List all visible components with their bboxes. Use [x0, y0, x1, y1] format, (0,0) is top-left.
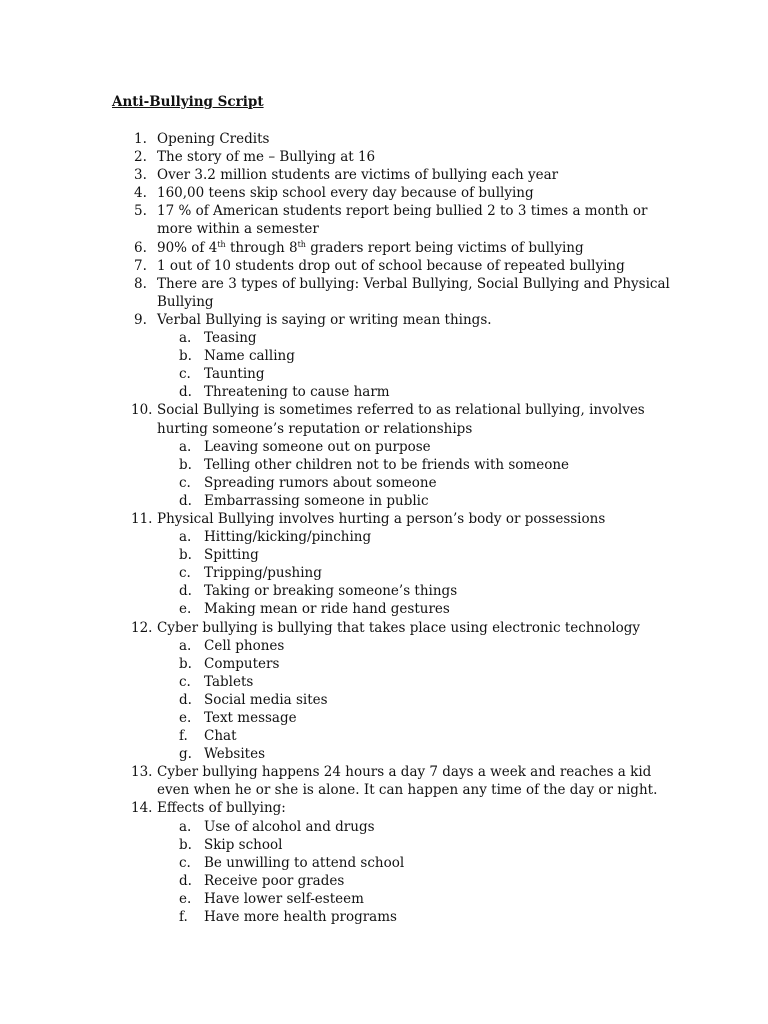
item-number: 8.	[134, 275, 147, 292]
sub-item-letter: b.	[179, 348, 192, 365]
sub-item-text: Websites	[204, 746, 265, 763]
sub-item-text: Text message	[204, 710, 297, 726]
sub-item-text: Leaving someone out on purpose	[204, 438, 431, 455]
sub-item-letter: e.	[179, 890, 192, 907]
sub-item	[112, 818, 672, 836]
sub-item	[112, 673, 672, 691]
sub-item-letter: c.	[179, 854, 191, 871]
item-text: Effects of bullying:	[157, 800, 286, 817]
sub-item-text: Taking or breaking someone’s things	[204, 583, 458, 600]
document-title: Anti-Bullying Script	[112, 94, 264, 110]
item-number: 12.	[131, 619, 153, 636]
item-number: 5.	[134, 203, 147, 220]
list-item	[112, 130, 672, 148]
sub-item-text: Receive poor grades	[204, 872, 345, 889]
item-text: Opening Credits	[157, 131, 270, 147]
sub-item	[112, 564, 672, 582]
sub-item-letter: a.	[179, 818, 192, 835]
item-text	[157, 239, 672, 257]
sub-item	[112, 438, 672, 456]
sub-item-letter: f.	[179, 728, 188, 745]
sub-item	[112, 836, 672, 854]
item-number: 4.	[134, 185, 147, 202]
sub-item	[112, 347, 672, 365]
sub-item-text: Be unwilling to attend school	[204, 854, 405, 871]
sub-item	[112, 637, 672, 655]
sub-item-letter: b.	[179, 836, 192, 853]
sub-item-letter: c.	[179, 474, 191, 491]
sub-item-text: Teasing	[204, 330, 257, 347]
item-text-part: through 8	[225, 239, 298, 256]
list-item	[112, 166, 672, 184]
sub-item-letter: c.	[179, 673, 191, 690]
sub-item-text: Have more health programs	[204, 909, 397, 926]
item-text: 17 % of American students report being bullied 2 to 3 times a month or more within a semester	[157, 203, 648, 238]
sub-item-text: Tripping/pushing	[204, 565, 322, 582]
sub-item	[112, 655, 672, 673]
list-item	[112, 148, 672, 166]
item-number: 2.	[134, 149, 147, 166]
list-item	[112, 202, 672, 238]
sub-item-letter: c.	[179, 366, 191, 383]
sub-item-text: Use of alcohol and drugs	[204, 818, 375, 835]
sub-item	[112, 329, 672, 347]
numbered-list	[112, 130, 672, 926]
sub-item	[112, 908, 672, 926]
sub-item-letter: a.	[179, 438, 192, 455]
superscript: th	[297, 239, 306, 249]
sub-item	[112, 383, 672, 401]
sub-item-letter: d.	[179, 583, 192, 600]
item-number: 11.	[131, 510, 153, 527]
sub-item-letter: a.	[179, 637, 192, 654]
item-text: Physical Bullying involves hurting a person’s body or possessions	[157, 510, 606, 527]
sub-item	[112, 691, 672, 709]
list-item	[112, 799, 672, 817]
sub-item-text: Hitting/kicking/pinching	[204, 529, 372, 546]
sub-item	[112, 745, 672, 763]
sub-item	[112, 854, 672, 872]
sub-item	[112, 582, 672, 600]
sub-item-letter: a.	[179, 330, 192, 347]
list-item	[112, 763, 672, 799]
sub-item-letter: b.	[179, 456, 192, 473]
sub-item-letter: e.	[179, 601, 192, 618]
item-number: 7.	[134, 257, 147, 274]
sub-item-text: Tablets	[204, 673, 254, 690]
sub-item-letter: d.	[179, 691, 192, 708]
item-text: Verbal Bullying is saying or writing mean things.	[157, 311, 492, 328]
item-number: 14.	[131, 800, 153, 817]
list-item	[112, 275, 672, 311]
sub-item	[112, 492, 672, 510]
sub-item-text: Chat	[204, 728, 237, 745]
sub-item-letter: f.	[179, 909, 188, 926]
sub-item	[112, 872, 672, 890]
item-number: 6.	[134, 239, 147, 256]
sub-item	[112, 600, 672, 618]
sub-item	[112, 709, 672, 727]
item-number: 1.	[134, 131, 147, 147]
item-text: Cyber bullying happens 24 hours a day 7 days a week and reaches a kid even when he or she is alone. It can happen any time of the day or night.	[157, 764, 658, 799]
item-number: 13.	[131, 764, 153, 781]
sub-item-text: Threatening to cause harm	[204, 384, 390, 401]
sub-item-text: Taunting	[204, 366, 265, 383]
sub-item-text: Computers	[204, 655, 280, 672]
sub-item-text: Embarrassing someone in public	[204, 492, 429, 509]
list-item	[112, 239, 672, 257]
sub-item-text: Skip school	[204, 836, 283, 853]
sub-item-text: Have lower self-esteem	[204, 890, 364, 907]
sub-item-text: Spreading rumors about someone	[204, 474, 437, 491]
sub-item-letter: d.	[179, 492, 192, 509]
item-number: 3.	[134, 167, 147, 184]
item-number: 9.	[134, 311, 147, 328]
sub-item	[112, 474, 672, 492]
sub-item-letter: e.	[179, 710, 192, 726]
sub-item	[112, 365, 672, 383]
sub-item	[112, 528, 672, 546]
item-text: Cyber bullying is bullying that takes place using electronic technology	[157, 619, 641, 636]
list-item	[112, 311, 672, 329]
item-text: Over 3.2 million students are victims of bullying each year	[157, 167, 559, 184]
sub-item-letter: b.	[179, 547, 192, 564]
sub-item	[112, 456, 672, 474]
item-text: The story of me – Bullying at 16	[157, 149, 376, 166]
sub-item	[112, 890, 672, 908]
list-item	[112, 401, 672, 437]
sub-item-text: Name calling	[204, 348, 295, 365]
item-text: There are 3 types of bullying: Verbal Bullying, Social Bullying and Physical Bullying	[157, 275, 670, 310]
sub-item-letter: g.	[179, 746, 192, 763]
list-item	[112, 619, 672, 637]
sub-item-letter: d.	[179, 384, 192, 401]
sub-item-text: Cell phones	[204, 637, 285, 654]
sub-item-text: Telling other children not to be friends with someone	[204, 456, 570, 473]
item-number: 10.	[131, 402, 153, 419]
sub-item-letter: b.	[179, 655, 192, 672]
sub-item-letter: d.	[179, 872, 192, 889]
sub-item	[112, 546, 672, 564]
list-item	[112, 184, 672, 202]
list-item	[112, 257, 672, 275]
sub-item-text: Making mean or ride hand gestures	[204, 601, 450, 618]
sub-item-letter: c.	[179, 565, 191, 582]
sub-item-text: Spitting	[204, 547, 259, 564]
item-text: 160,00 teens skip school every day because of bullying	[157, 185, 534, 202]
list-item	[112, 510, 672, 528]
item-text: Social Bullying is sometimes referred to as relational bullying, involves hurting someone’s reputation or relationships	[157, 402, 645, 437]
item-text-part: 90% of 4	[157, 239, 218, 256]
sub-item-text: Social media sites	[204, 691, 328, 708]
sub-item	[112, 727, 672, 745]
sub-item-letter: a.	[179, 529, 192, 546]
item-text: 1 out of 10 students drop out of school because of repeated bullying	[157, 257, 625, 274]
item-text-part: graders report being victims of bullying	[305, 239, 584, 256]
superscript: th	[217, 239, 226, 249]
